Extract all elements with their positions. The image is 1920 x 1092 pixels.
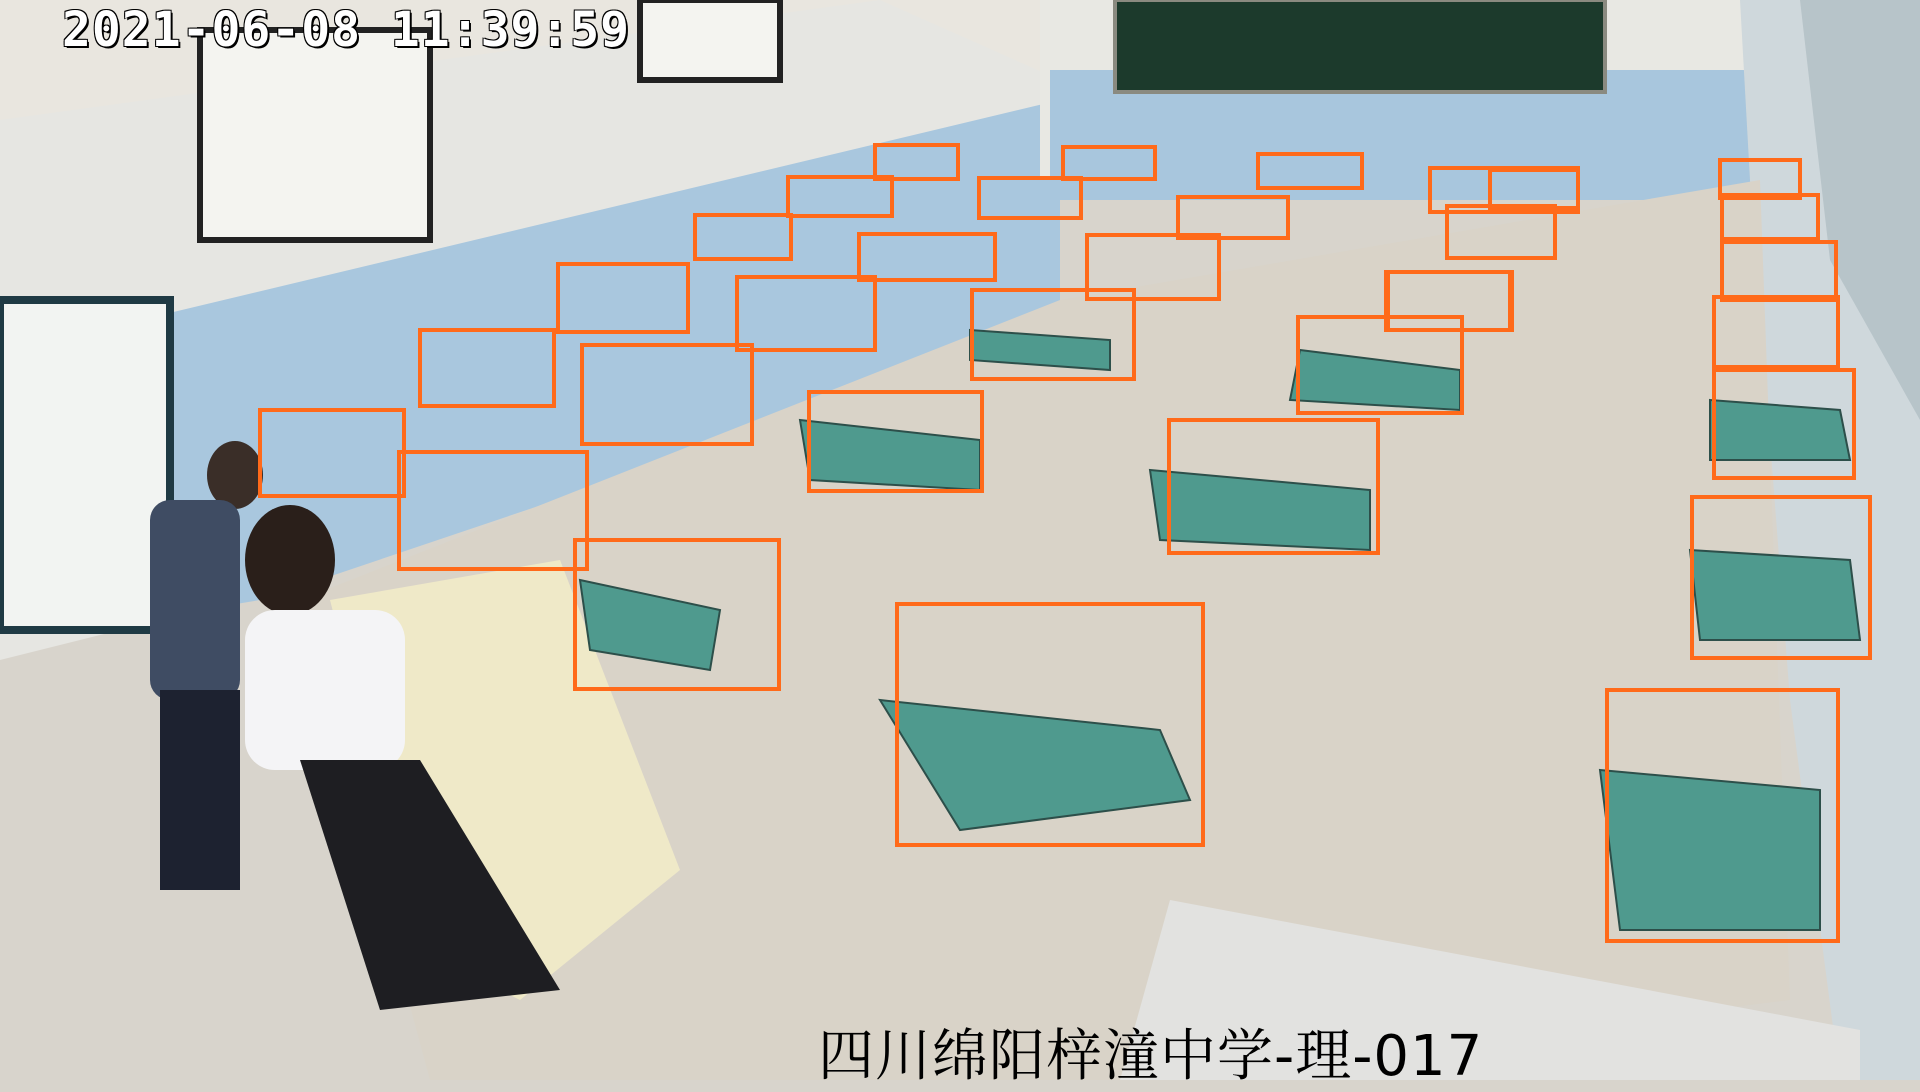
desk-box — [1712, 295, 1840, 369]
blackboard — [1115, 0, 1605, 92]
desk-box — [693, 213, 793, 261]
desk-box — [1718, 158, 1802, 200]
desk-box — [258, 408, 406, 498]
desk-box — [735, 275, 877, 352]
door-opening — [0, 300, 170, 630]
desk-box — [970, 288, 1136, 381]
desk-box — [895, 602, 1205, 847]
teacher-body — [150, 500, 240, 700]
timestamp-overlay: 2021-06-08 11:39:59 — [62, 2, 631, 58]
desk-box — [1256, 152, 1364, 190]
desk-box — [1167, 418, 1380, 555]
teacher-head — [207, 441, 263, 509]
desk-box — [1176, 195, 1290, 240]
student-shirt — [245, 610, 405, 770]
desk-box — [857, 232, 997, 282]
desk-box — [1085, 233, 1221, 301]
desk-box — [573, 538, 781, 691]
desk-box — [580, 343, 754, 446]
desk-box — [786, 175, 894, 218]
desk-box — [418, 328, 556, 408]
teacher-legs — [160, 690, 240, 890]
desk-box — [1061, 145, 1157, 181]
desk-box — [1720, 193, 1820, 241]
desk-box — [977, 176, 1083, 220]
top-window — [640, 0, 780, 80]
desk-box — [1690, 495, 1872, 660]
desk-box — [1720, 240, 1838, 302]
student-head — [245, 505, 335, 615]
desk-box — [1428, 166, 1580, 214]
desk-box — [1386, 270, 1512, 332]
desk-box — [1605, 688, 1840, 943]
camera-location-label: 四川绵阳梓潼中学-理-017 — [818, 1024, 1484, 1089]
desk-box — [873, 143, 960, 181]
desk-box — [397, 450, 589, 571]
desk-box — [556, 262, 690, 334]
desk-box — [1712, 368, 1856, 480]
desk-box — [807, 390, 984, 493]
left-window — [200, 30, 430, 240]
